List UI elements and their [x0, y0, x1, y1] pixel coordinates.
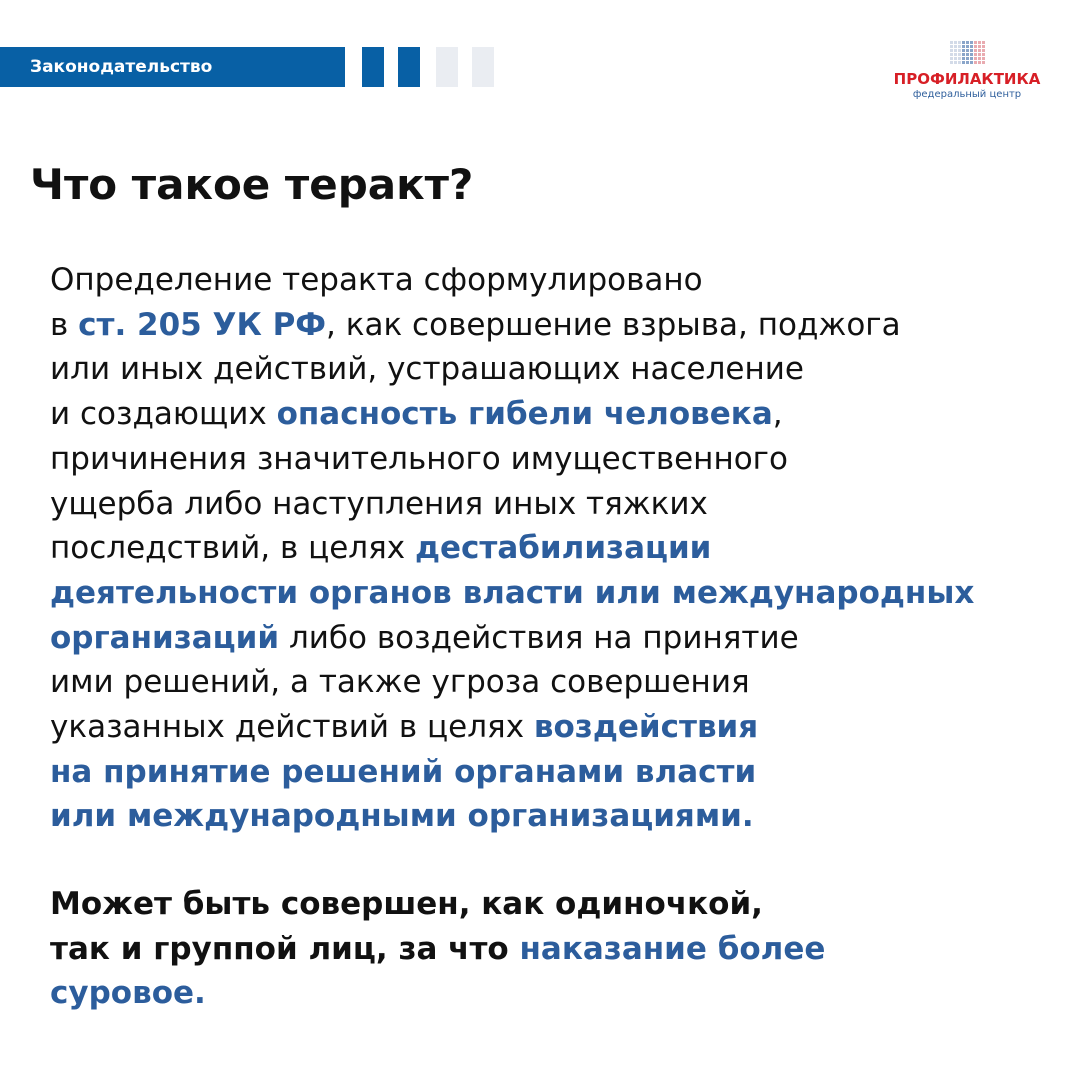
text-segment: последствий, в целях: [50, 530, 415, 567]
text-line: [50, 347, 974, 392]
decor-square: [398, 47, 420, 87]
logo-subtitle: федеральный центр: [912, 89, 1022, 100]
text-line: [50, 705, 974, 750]
highlighted-text: воздействия: [533, 709, 759, 746]
text-segment: так и группой лиц, за что: [50, 930, 520, 967]
text-segment: указанных действий в целях: [50, 709, 534, 746]
highlighted-text: наказание более: [519, 930, 826, 967]
text-segment: причинения значительного имущественного: [50, 440, 788, 477]
category-banner: [0, 47, 345, 87]
text-segment: либо воздействия на принятие: [279, 619, 799, 656]
highlighted-text: дестабилизации: [414, 530, 712, 567]
text-segment: или иных действий, устрашающих население: [50, 351, 804, 388]
decor-square: [436, 47, 458, 87]
text-line: [50, 482, 974, 527]
highlighted-text: суровое.: [50, 975, 206, 1011]
logo-title: ПРОФИЛАКТИКА: [893, 70, 1041, 88]
text-line: [50, 437, 974, 482]
text-line: [50, 258, 974, 303]
text-segment: в: [50, 306, 79, 343]
text-line: [50, 750, 974, 795]
text-line: [50, 526, 974, 571]
category-label: Законодательство: [30, 57, 213, 77]
conclusion-text: [50, 882, 825, 1016]
text-line: [50, 616, 974, 661]
text-line: [50, 303, 974, 348]
text-line: [50, 571, 974, 616]
page-title: Что такое теракт?: [30, 160, 474, 209]
text-segment: и создающих: [50, 396, 277, 433]
text-line: [50, 660, 974, 705]
text-segment: ,: [772, 396, 783, 433]
text-segment: , как совершение взрыва, поджога: [326, 306, 901, 343]
text-line: [50, 927, 825, 972]
text-line: [50, 392, 974, 437]
text-segment: ущерба либо наступления иных тяжких: [50, 485, 708, 522]
highlighted-text: деятельности органов власти или международных: [50, 574, 975, 611]
definition-text: [50, 258, 974, 839]
decor-square: [362, 47, 384, 87]
highlighted-text: организаций: [50, 619, 280, 656]
highlighted-text: ст. 205 УК РФ: [78, 306, 327, 343]
highlighted-text: опасность гибели человека: [276, 396, 773, 433]
highlighted-text: или международными организациями.: [50, 798, 754, 835]
decor-square: [472, 47, 494, 87]
text-segment: ими решений, а также угроза совершения: [50, 664, 750, 701]
text-line: [50, 971, 825, 1016]
logo-grid-icon: [950, 40, 986, 64]
text-segment: Может быть совершен, как одиночкой,: [50, 886, 763, 922]
text-line: [50, 882, 825, 927]
text-segment: Определение теракта сформулировано: [50, 262, 703, 298]
text-line: [50, 794, 974, 839]
highlighted-text: на принятие решений органами власти: [50, 753, 757, 790]
